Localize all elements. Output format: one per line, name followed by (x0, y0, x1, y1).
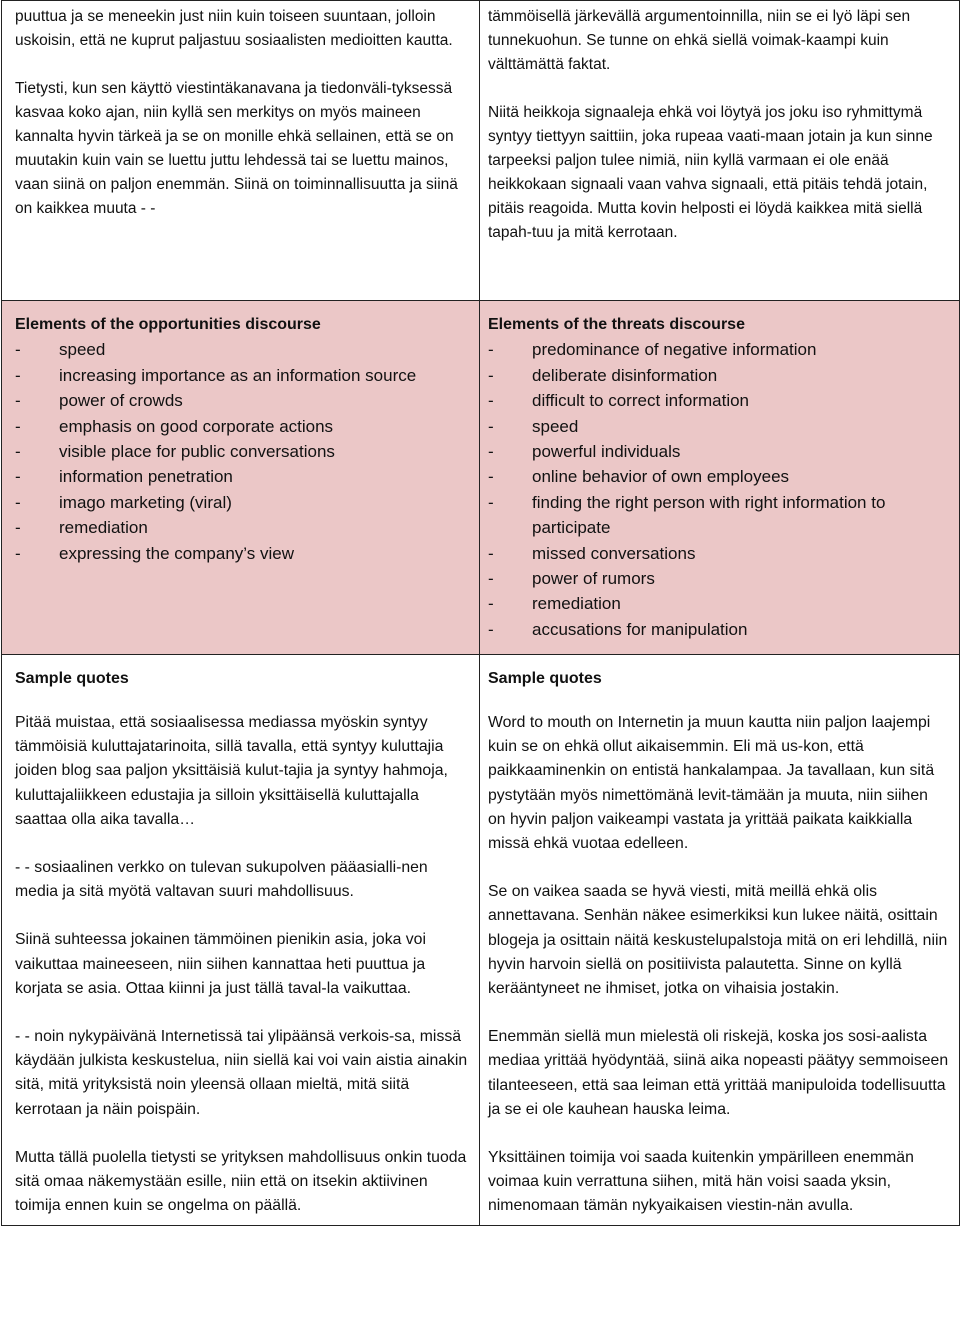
opportunities-list-item (15, 541, 469, 566)
list-item-text: information penetration (59, 467, 233, 487)
dash-bullet: - (15, 467, 21, 487)
list-item-text: remediation (59, 518, 148, 538)
threats-cell (480, 301, 960, 655)
quote-paragraph: Pitää muistaa, että sosiaalisessa mediassa myöskin syntyy tämmöisiä kuluttajatarinoita, sillä tavalla, että syntyy kuluttajia joiden blog saa paljon yksittäisiä kulut-tajia ja syntyy hahmoja, kuluttajaliikkeen edustajia ja silloin yksittäisellä kuluttajalla saattaa olla aika tavalla… (15, 714, 448, 828)
list-item-text: speed (59, 340, 106, 360)
opportunities-heading: Elements of the opportunities discourse (15, 316, 321, 333)
quote-paragraph: Se on vaikea saada se hyvä viesti, mitä meillä ehkä olis annettavana. Senhän näkee esimerkiksi kun lukee näitä, osittain blogeja ja osittain näitä keskustelupalstoja mitä on eri lehdillä, niin hyvin harvoin siellä on positiivista palautetta. Sinne on kyllä kerääntyneet ne ihmiset, jotka on vihaisia jostakin. (488, 883, 948, 998)
sample-quotes-left-text (15, 711, 469, 1218)
list-item-text: predominance of negative information (532, 340, 817, 360)
list-item-text: deliberate disinformation (532, 365, 718, 385)
threats-list-item (488, 439, 949, 464)
list-item-text: imago marketing (viral) (59, 492, 232, 512)
dash-bullet: - (488, 365, 494, 385)
threats-list-item (488, 388, 949, 413)
list-item-text: power of crowds (59, 391, 183, 411)
sample-quotes-left-heading: Sample quotes (15, 670, 129, 687)
opportunities-cell (2, 301, 480, 655)
dash-bullet: - (488, 594, 494, 614)
list-item-text: powerful individuals (532, 442, 681, 462)
dash-bullet: - (15, 340, 21, 360)
continued-quotes-right (480, 1, 959, 251)
dash-bullet: - (15, 543, 21, 563)
quote-paragraph: Niitä heikkoja signaaleja ehkä voi löytyä jos joku iso ryhmittymä syntyy tiettyyn saittiin, joka rupeaa vaati-maan jotain ja kun sinne tarpeeksi paljon tulee nimiä, niin kyllä varmaan ei ole enää heikkokaan signaali vaan vahva signaali, että pitäis tehdä jotain, pitäis reagoida. Mutta kovin helposti ei löydä kaikkea mitä siellä tapah-tuu ja mitä kerrotaan. (488, 104, 933, 241)
list-item-text: increasing importance as an information source (59, 365, 417, 385)
dash-bullet: - (488, 492, 494, 512)
quote-paragraph: Enemmän siellä mun mielestä oli riskejä, koska jos sosi-aalista mediaa yrittää hyödyntää, siinä aika nopeasti päätyy semmoiseen tilanteeseen, että saa leiman että yrittää manipuloida todellisuutta ja se ei ole kauhean hauska leima. (488, 1028, 949, 1118)
threats-list-item (488, 490, 949, 541)
quote-paragraph: tämmöisellä järkevällä argumentoinnilla, niin se ei lyö läpi sen tunnekuohun. Se tunne on ehkä siellä voimak-kaampi kuin välttämättä faktat. (488, 8, 911, 73)
opportunities-list-item (15, 388, 469, 413)
dash-bullet: - (15, 492, 21, 512)
quote-paragraph: puuttua ja se meneekin just niin kuin toiseen suuntaan, jolloin uskoisin, että ne kuprut paljastuu sosiaalisten medioitten kautta. (15, 8, 453, 49)
list-item-text: accusations for manipulation (532, 619, 748, 639)
opportunities-list-item (15, 363, 469, 388)
sample-quotes-row (2, 655, 960, 1226)
dash-bullet: - (488, 543, 494, 563)
dash-bullet: - (488, 391, 494, 411)
list-item-text: visible place for public conversations (59, 442, 335, 462)
dash-bullet: - (488, 619, 494, 639)
continued-quotes-right-cell (480, 1, 960, 301)
quote-paragraph: Siinä suhteessa jokainen tämmöinen pienikin asia, joka voi vaikuttaa maineeseen, niin siihen kannattaa heti puuttua ja korjata se asia. Ottaa kiinni ja just tällä taval-la vaikuttaa. (15, 931, 426, 997)
sample-quotes-right-text (488, 711, 949, 1219)
opportunities-list-item (15, 439, 469, 464)
dash-bullet: - (488, 416, 494, 436)
quote-paragraph: Yksittäinen toimija voi saada kuitenkin ympärilleen enemmän voimaa kuin verrattuna siihen, mitä hän voisi saada yksin, nimenomaan tämän nykyaikaisen viestin-nän avulla. (488, 1149, 914, 1215)
dash-bullet: - (15, 442, 21, 462)
dash-bullet: - (15, 416, 21, 436)
list-item-text: missed conversations (532, 543, 696, 563)
opportunities-list-item (15, 414, 469, 439)
threats-list-item (488, 363, 949, 388)
dash-bullet: - (488, 569, 494, 589)
quote-paragraph: - - sosiaalinen verkko on tulevan sukupolven pääasialli-nen media ja sitä myötä valtavan suuri mahdollisuus. (15, 859, 428, 901)
list-item-text: expressing the company’s view (59, 543, 294, 563)
continued-quotes-left (2, 1, 479, 227)
list-item-text: remediation (532, 594, 621, 614)
threats-list-item (488, 617, 949, 642)
threats-list-item (488, 337, 949, 362)
threats-list-item (488, 541, 949, 566)
sample-quotes-left-cell (2, 655, 480, 1226)
threats-list-item (488, 464, 949, 489)
quote-paragraph: Mutta tällä puolella tietysti se yrityksen mahdollisuus onkin tuoda sitä omaa näkemystään esille, niin että on itsekin aktiivinen toimija ennen kuin se ongelma on päällä. (15, 1148, 467, 1215)
dash-bullet: - (488, 340, 494, 360)
dash-bullet: - (15, 518, 21, 538)
document-table (1, 0, 960, 1226)
dash-bullet: - (488, 442, 494, 462)
opportunities-list (15, 337, 469, 566)
continued-quotes-left-cell (2, 1, 480, 301)
list-item-text: emphasis on good corporate actions (59, 416, 334, 436)
discourse-elements-row (2, 301, 960, 655)
list-item-text: power of rumors (532, 569, 655, 589)
list-item-text: speed (532, 416, 579, 436)
quote-paragraph: Tietysti, kun sen käyttö viestintäkanavana ja tiedonväli-tyksessä kasvaa koko ajan, niin kyllä sen merkitys on myös maineen kannalta hyvin tärkeä ja se on monille ehkä sellainen, että se on muutakin kuin vain se luettu juttu lehdessä tai se luettu mainos, vaan siinä on paljon enemmän. Siinä on toiminnallisuutta ja siinä on kaikkea muuta - - (15, 80, 458, 217)
opportunities-list-item (15, 515, 469, 540)
threats-list-item (488, 591, 949, 616)
opportunities-list-item (15, 337, 469, 362)
threats-list (488, 337, 949, 642)
dash-bullet: - (15, 391, 21, 411)
quote-paragraph: Word to mouth on Internetin ja muun kautta niin paljon laajempi kuin se on ehkä ollut aikaisemmin. Eli mä us-kon, että paikkaaminenkin on entistä hankalampaa. Ja tavallaan, kun sitä pystytään myös nimettömänä levit-tämään ja muuta, niin siihen on hyvin paljon vaikeampi vastata ja yrittää paikata kaikkialla missä ehkä vuotaa edelleen. (488, 714, 935, 853)
dash-bullet: - (15, 365, 21, 385)
continued-quotes-row (2, 1, 960, 301)
threats-heading: Elements of the threats discourse (488, 316, 745, 333)
sample-quotes-right-heading: Sample quotes (488, 670, 602, 687)
list-item-text: difficult to correct information (532, 391, 749, 411)
sample-quotes-right-cell (480, 655, 960, 1226)
list-item-text: online behavior of own employees (532, 467, 790, 487)
quote-paragraph: - - noin nykypäivänä Internetissä tai ylipäänsä verkois-sa, missä käydään julkista keskustelua, niin siellä kai voi vain aistia ainakin sitä, mitä yrityksistä noin yleensä ollaan mieltä, mitä siitä kerrotaan ja näin poispäin. (15, 1028, 468, 1118)
threats-list-item (488, 414, 949, 439)
threats-list-item (488, 566, 949, 591)
list-item-text: finding the right person with right information to participate (532, 492, 886, 538)
opportunities-list-item (15, 490, 469, 515)
dash-bullet: - (488, 467, 494, 487)
opportunities-list-item (15, 464, 469, 489)
